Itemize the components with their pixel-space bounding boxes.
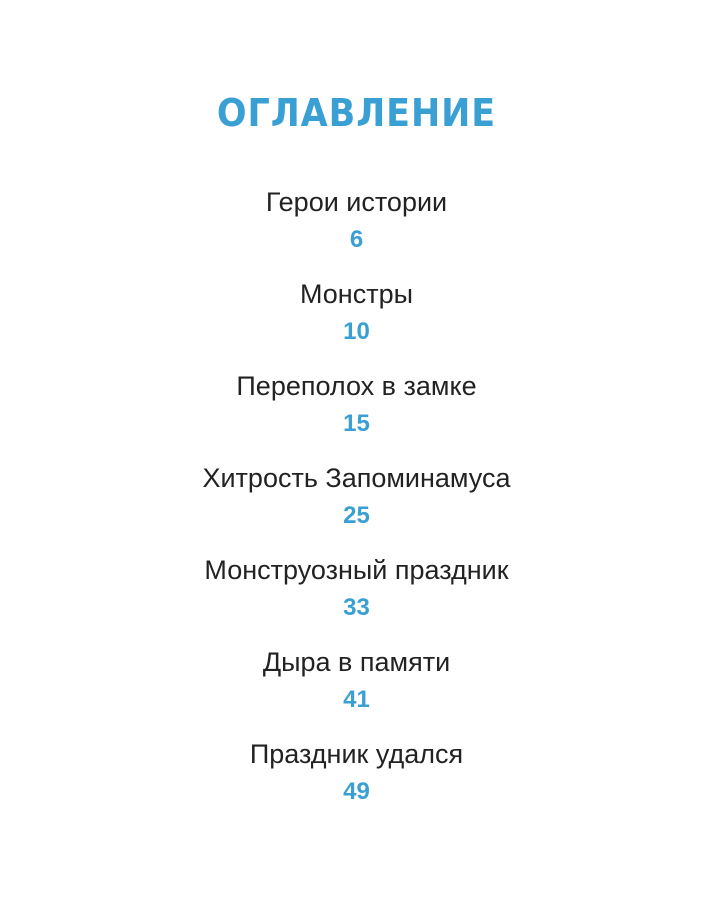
table-of-contents xyxy=(0,184,713,828)
toc-entry xyxy=(0,276,713,368)
toc-entry-page-number: 41 xyxy=(343,686,370,713)
toc-entry-title: Дыра в памяти xyxy=(262,647,451,677)
toc-entry xyxy=(0,644,713,736)
toc-entry-title: Переполох в замке xyxy=(236,371,477,401)
toc-entry-title: Герои истории xyxy=(265,187,448,217)
toc-entry-title: Праздник удался xyxy=(249,739,464,769)
toc-entry xyxy=(0,184,713,276)
toc-entry xyxy=(0,552,713,644)
toc-entry-page-number: 10 xyxy=(343,318,370,345)
toc-entry xyxy=(0,736,713,828)
toc-entry-page-number: 49 xyxy=(343,778,370,805)
toc-entry-page-number: 25 xyxy=(343,502,370,529)
toc-entry-title: Монструозный праздник xyxy=(204,555,509,585)
toc-entry-page-number: 6 xyxy=(349,226,364,253)
toc-entry-page-number: 15 xyxy=(343,410,370,437)
toc-entry-title: Хитрость Запоминамуса xyxy=(202,463,511,493)
page-title: ОГЛАВЛЕНИЕ xyxy=(216,91,497,135)
toc-entry-title: Монстры xyxy=(299,279,413,309)
toc-entry-page-number: 33 xyxy=(343,594,370,621)
toc-entry xyxy=(0,460,713,552)
toc-entry xyxy=(0,368,713,460)
